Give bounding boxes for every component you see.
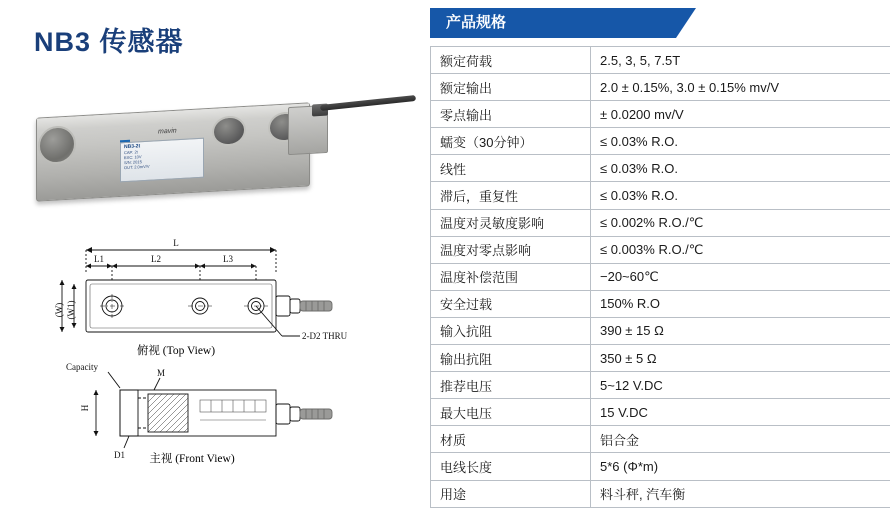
right-column <box>430 0 890 503</box>
dim-D1: D1 <box>114 450 125 460</box>
table-row <box>431 317 890 344</box>
product-photo <box>30 78 398 218</box>
spec-table <box>430 46 890 508</box>
table-row <box>431 128 890 155</box>
table-row <box>431 399 890 426</box>
spec-name: 温度对零点影响 <box>431 236 591 263</box>
dim-W1: (W1) <box>66 301 76 320</box>
spec-name: 额定荷载 <box>431 47 591 74</box>
dim-L3: L3 <box>223 254 233 264</box>
spec-value: ± 0.0200 mv/V <box>591 101 890 128</box>
table-row <box>431 236 890 263</box>
product-label-line-1: CAP: 2t <box>124 146 200 155</box>
spec-name: 材质 <box>431 426 591 453</box>
table-row <box>431 47 890 74</box>
dim-H: H <box>80 404 90 411</box>
front-view-caption: 主视 (Front View) <box>149 452 235 465</box>
spec-value: ≤ 0.03% R.O. <box>591 155 890 182</box>
spec-name: 电线长度 <box>431 453 591 480</box>
product-label-title: NB3-2t <box>124 141 200 150</box>
dim-W: (W) <box>54 303 64 318</box>
spec-table-body <box>431 47 890 508</box>
spec-value: 料斗秤, 汽车衡 <box>591 480 890 507</box>
spec-value: 2.0 ± 0.15%, 3.0 ± 0.15% mv/V <box>591 74 890 101</box>
spec-value: 铝合金 <box>591 426 890 453</box>
brand-text: mavin <box>158 127 177 135</box>
product-label-line-2: EXC: 10V <box>124 151 200 160</box>
spec-name: 额定输出 <box>431 74 591 101</box>
table-row <box>431 209 890 236</box>
spec-value: 5~12 V.DC <box>591 372 890 399</box>
product-label-line-4: OUT: 2.0mV/V <box>124 161 200 170</box>
spec-name: 线性 <box>431 155 591 182</box>
spec-name: 温度补偿范围 <box>431 263 591 290</box>
table-row <box>431 101 890 128</box>
product-label-line-3: S/N: 2015 <box>124 156 200 165</box>
product-label <box>120 138 204 183</box>
spec-name: 安全过载 <box>431 290 591 317</box>
table-row <box>431 182 890 209</box>
table-row <box>431 426 890 453</box>
dim-L: L <box>173 238 179 248</box>
spec-name: 用途 <box>431 480 591 507</box>
spec-value: ≤ 0.002% R.O./℃ <box>591 209 890 236</box>
spec-value: −20~60℃ <box>591 263 890 290</box>
page-title: NB3 传感器 <box>34 20 184 59</box>
table-row <box>431 345 890 372</box>
spec-name: 推荐电压 <box>431 372 591 399</box>
spec-name: 输入抗阻 <box>431 317 591 344</box>
table-row <box>431 74 890 101</box>
spec-header: 产品规格 <box>430 8 676 38</box>
table-row <box>431 480 890 507</box>
spec-value: 390 ± 15 Ω <box>591 317 890 344</box>
spec-name: 蠕变（30分钟） <box>431 128 591 155</box>
spec-value: 2.5, 3, 5, 7.5T <box>591 47 890 74</box>
table-row <box>431 372 890 399</box>
dim-L2: L2 <box>151 254 161 264</box>
top-view-caption: 俯视 (Top View) <box>137 344 215 357</box>
note-capacity: Capacity <box>66 362 98 372</box>
spec-value: 150% R.O <box>591 290 890 317</box>
drawings-svg <box>24 232 404 494</box>
table-row <box>431 263 890 290</box>
load-cell-cable <box>320 95 416 111</box>
spec-name: 输出抗阻 <box>431 345 591 372</box>
note-2-d2-thru: 2-D2 THRU <box>302 331 348 341</box>
table-row <box>431 155 890 182</box>
spec-value: ≤ 0.003% R.O./℃ <box>591 236 890 263</box>
spec-value: ≤ 0.03% R.O. <box>591 128 890 155</box>
table-row <box>431 290 890 317</box>
spec-value: 15 V.DC <box>591 399 890 426</box>
spec-name: 滞后，重复性 <box>431 182 591 209</box>
dim-L1: L1 <box>94 254 104 264</box>
spec-value: 5*6 (Φ*m) <box>591 453 890 480</box>
left-column <box>0 0 420 503</box>
spec-value: ≤ 0.03% R.O. <box>591 182 890 209</box>
spec-name: 最大电压 <box>431 399 591 426</box>
table-row <box>431 453 890 480</box>
technical-drawings <box>24 232 404 492</box>
spec-name: 零点输出 <box>431 101 591 128</box>
dim-M: M <box>157 368 165 378</box>
spec-value: 350 ± 5 Ω <box>591 345 890 372</box>
spec-name: 温度对灵敏度影响 <box>431 209 591 236</box>
